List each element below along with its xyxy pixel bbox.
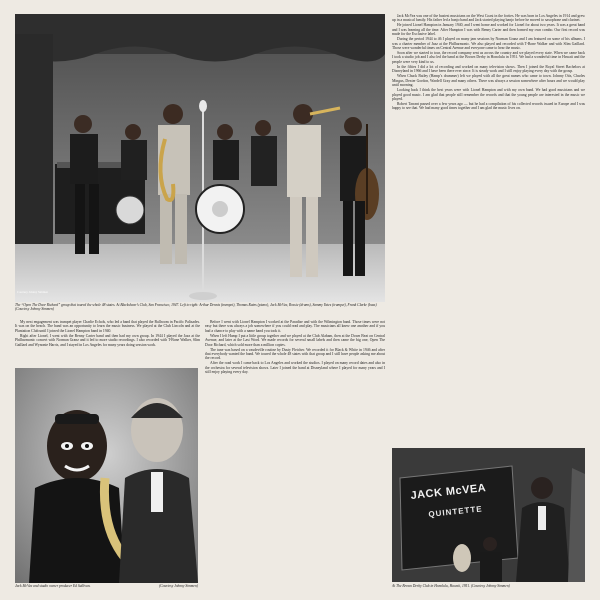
photo-mcvea-sullivan <box>15 368 198 583</box>
text-column-right <box>392 14 585 444</box>
paragraph: When Chuck Bailey (Hamp’s drummer) left we played with all the great names who came to town. Johnny Otis, Charles Mingus, Dexter Gordon, Wardell Gray and many others. There was always a session somewhere after hours and we would play until morning. <box>392 74 585 88</box>
photo-bottom-left-caption-text: Jack McVea and studio owner producer Ed Sullivan. <box>15 584 91 588</box>
paragraph: Right after Lionel, I went with the Benny Carter band and then had my own group. In 1944 I played the Jazz at the Philharmonic concert with Norman Granz and it led to more studio recordings. I also recorded with T-Bone Walker, Slim Gaillard and Wynonie Harris, and I stayed in Los Angeles for many years doing session work. <box>15 333 200 347</box>
paragraph: Robert Tarrant passed over a few years ago — but he had a compilation of his collected records issued in Europe and I was happy to see that. We had many good times together and I am glad the music lives on. <box>392 102 585 111</box>
paragraph: Before I went with Lionel Hampton I worked at the Paradise and with the Wilmington band. Those times were not easy but there was always a job somewhere if you could read and play. The musicians all knew one another and if you had a chance to play with a name band you took it. <box>205 320 385 333</box>
text-column-left-top <box>15 320 200 366</box>
photo-bottom-left-credit: (Courtesy Johnny Simmen) <box>159 584 198 588</box>
paragraph: Looking back I think the best years were with Lionel Hampton and with my own band. We had good musicians and we played good music. I am glad that people still remember the records and that the young people are interested in the music we played. <box>392 88 585 101</box>
paragraph: In the fifties I did a lot of recording and worked on many television shows. Then I joined the Royal Street Bachelors at Disneyland in 1966 and I have been there ever since. It is steady work and I still enjoy playing every day with the group. <box>392 64 585 74</box>
photo-top-credit: (Courtesy Johnny Simmen) <box>15 307 54 312</box>
paragraph: The tune was based on a vaudeville routine by Dusty Fletcher. We recorded it for Black & White in 1946 and after that everybody wanted the band. We toured the whole 48 states with that group and I still have people asking me about the record. <box>205 347 385 361</box>
paragraph: My next engagement was trumpet player Charlie Echols, who led a band that played the Ballroom in Pacific Palisades. It was on the beach. The band was an opportunity to learn the music business. We played at the Club Lincoln and at the Plantation Club until I joined the Lionel Hampton band in 1940. <box>15 320 200 333</box>
paragraph: He joined Lionel Hampton in January 1940, and I went home and worked for Lionel for about two years. It was a great band and I was learning all the time. After Hampton I was with Benny Carter and then formed my own combo. Our first record was made for the Exclusive label. <box>392 23 585 37</box>
text-column-middle <box>205 320 385 585</box>
band-photo-top <box>15 14 385 302</box>
photo-credit-small: Courtesy Johnny Simmen <box>17 290 49 294</box>
photo-bottom-left-caption <box>15 584 198 588</box>
paragraph: After the road work I came back to Los Angeles and worked the studios. I played on many record dates and also in the orchestra for several television shows. Later I joined the band at Disneyland where I played for many years and I still enjoy playing every day. <box>205 361 385 375</box>
paragraph: When I left Hamp I put a little group together and we played at the Club Alabam, then at the Down Beat on Central Avenue, and later at the Last Word. We made records for several small labels and then came the big one, Open The Door Richard, which sold more than a million copies. <box>205 333 385 347</box>
photo-top-caption <box>15 303 385 312</box>
photo-bottom-right-caption <box>392 584 585 588</box>
sign-quintette: QUINTETTE <box>428 504 483 519</box>
photo-brown-derby <box>392 448 585 582</box>
paragraph: Jack McVea was one of the busiest musicians on the West Coast in the forties. He was born in Los Angeles in 1914 and grew up in a musical family. His father led a banjo band and Jack started playing banjo before he moved to saxophone and clarinet. <box>392 14 585 23</box>
photo-bottom-right-caption-text: At The Brown Derby Club in Honolulu, Hawaii, 1951. <box>392 584 471 588</box>
sign-name: JACK McVEA <box>410 482 487 502</box>
paragraph: Soon after we started to tour, the record company sent us across the country and we played every state. When we came back I took a studio job and I also led the band at the Brown Derby in Honolulu in 1951. We had a wonderful time in Hawaii and the people were very kind to us. <box>392 51 585 64</box>
photo-bottom-right-credit: (Courtesy Johnny Simmen) <box>470 584 510 588</box>
photo-top-caption-text: The “Open The Door Richard” group that toured the whole 48 states. At Blackshear’s Club, San Francisco, 1947. Left to right: Arthur Dennis (trumpet), Thomas Rains (piano), Jack McVea, Rossie (drums), Sammy Yates (trumpet), Frank Clarke (bass) <box>15 303 377 307</box>
paragraph: During the period 1944 to 46 I played on many jam sessions by Norman Granz and I am featured on some of his albums. I was a charter member of Jazz at the Philharmonic. We also played and recorded with T-Bone Walker and with Slim Gaillard. Those were wonderful times on Central Avenue and everyone came to hear the music. <box>392 37 585 50</box>
